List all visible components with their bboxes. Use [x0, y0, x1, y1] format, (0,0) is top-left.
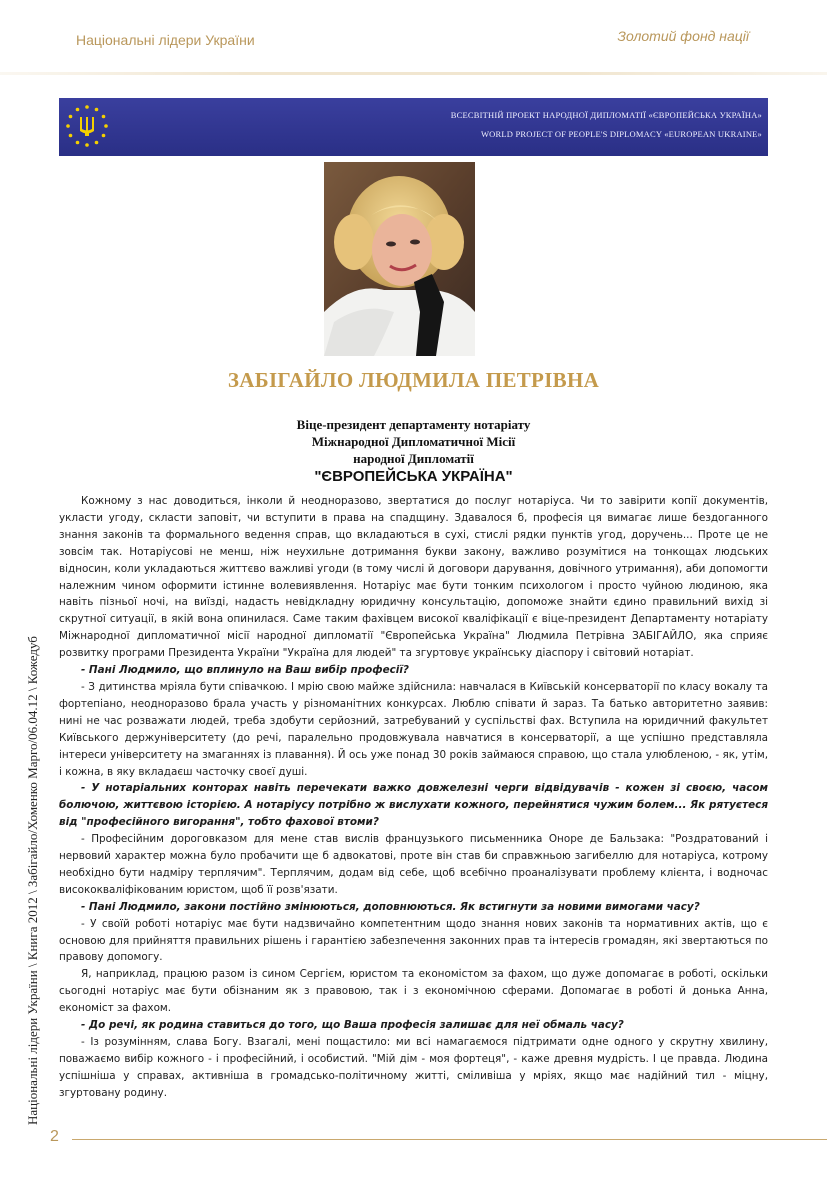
intro-paragraph: Кожному з нас доводиться, інколи й неодноразово, звертатися до послуг нотаріуса. Чи то завірити копії документів, укласти угоду, скласти заповіт, чи вступити в права на спадщину. Здавалося б, професія ця вимагає лише бездоганного знання законів та формального ведення справ, що вкладаються в сухі, стислі рядки пунктів угод, доручень... Проте це не зовсім так. Нотаріусові не менш, ніж неухильне дотримання букви закону, важливо розумітися на тонкощах людських відносин, коли укладаються життєво важливі угоди (в тому числі й договори дарування, довічного утримання), аби допомогти належним чином оформити істинне волевиявлення. Нотаріус має бути тонким психологом і просто чуйною людиною, яка навіть пізньої ночі, на виїзді, надасть невідкладну юридичну консультацію, допоможе знайти єдино правильний вихід зі скрутної ситуації, в якій вона опинилася. Саме таким фахівцем високої кваліфікації є віце-президент Департаменту нотаріату Міжнародної дипломатичної місії народної дипломатії "Європейська Україна" Людмила Петрівна ЗАБІГАЙЛО, яка сприяє розвитку програми Президента України "Україна для людей" та згуртовує українську діаспору і світовий нотаріат. [59, 495, 768, 660]
interview-question: - Пані Людмило, що вплинуло на Ваш вибір професії? [81, 664, 409, 677]
position-line-4: "ЄВРОПЕЙСЬКА УКРАЇНА" [314, 468, 513, 485]
person-position [0, 416, 827, 486]
banner-title-en: WORLD PROJECT OF PEOPLE'S DIPLOMACY «EUROPEAN UKRAINE» [480, 129, 762, 139]
project-banner [59, 98, 768, 156]
page-number: 2 [50, 1128, 59, 1145]
interview-question: - У нотаріальних конторах навіть перечекати важко довжелезні черги відвідувачів - кожен зі своєю, часом болючою, життєвою історією. А нотаріусу потрібно ж вислухати кожного, перейнятися чужим болем... Як рятуєтеся від "професійного вигорання", тобто фахової втоми? [59, 782, 768, 829]
interview-answer: - З дитинства мріяла бути співачкою. І мрію свою майже здійснила: навчалася в Київській консерваторії по класу вокалу та фортепіано, неодноразово брала участь у різноманітних конкурсах. Люблю співати й зараз. Та батько авторитетно заявив: нині не час розважати людей, треба здобути серйозний, затребуваний у суспільстві фах. Вступила на юридичний факультет Київського держуніверситету (до речі, паралельно продовжувала навчатися в консерваторії, а ще успішно представляла інтереси університету на змаганнях із плавання). Й ось уже понад 30 років займаюся справою, що стала улюбленою, - як, утім, і кожна, в яку вкладаєш часточку своєї душі. [59, 680, 768, 778]
position-line-1: Віце-президент департаменту нотаріату [296, 417, 531, 432]
eu-stars-trident-icon [63, 102, 111, 152]
interview-answer: Я, наприклад, працюю разом із сином Сергієм, юристом та економістом за фахом, що дуже допомагає в роботі, оскільки сьогодні нотаріус має бути обізнаним як з правовою, так і з економічною сферами. Допомагає в роботі й донька Анна, економіст за фахом. [59, 968, 768, 1015]
running-header-left: Національні лідери України [76, 32, 255, 48]
header-divider [0, 72, 827, 75]
interview-question: - До речі, як родина ставиться до того, що Ваша професія залишає для неї обмаль часу? [81, 1019, 624, 1032]
person-name: ЗАБІГАЙЛО ЛЮДМИЛА ПЕТРІВНА [227, 368, 600, 392]
position-line-3: народної Дипломатії [353, 451, 474, 466]
footer-divider [72, 1139, 827, 1140]
interview-answer: - Із розумінням, слава Богу. Взагалі, мені пощастило: ми всі намагаємося підтримати одне одного у скрутну хвилину, поважаємо вибір кожного - і професійний, і особистий. "Мій дім - моя фортеця", - каже древня мудрість. І це правда. Людина успішніша у справах, активніша в громадсько-політичному житті, сміливіша у мріях, якщо має надійний тил - міцну, згуртовану родину. [59, 1036, 768, 1099]
interview-answer: - Професійним дороговказом для мене став вислів французького письменника Оноре де Бальзака: "Роздратований і нервовий характер можна було пробачити ще б адвокатові, проте він став би справжньою загибеллю для нотаріуса, котрому необхідно бути надміру терплячим". Терплячим, додам від себе, щоб всебічно проаналізувати проблему клієнта, і водночас висококваліфікованим юристом, щоб її розв'язати. [59, 833, 768, 896]
position-line-2: Міжнародної Дипломатичної Місії [311, 434, 516, 449]
side-margin-label: Національні лідери України \ Книга 2012 \ Забігайло/Хоменко Марго/06.04.12 \ Кожедуб [25, 636, 40, 1125]
portrait-photo [324, 162, 475, 356]
article-body [59, 493, 768, 1102]
banner-title-ua: ВСЕСВІТНІЙ ПРОЕКТ НАРОДНОЇ ДИПЛОМАТІЇ «ЄВРОПЕЙСЬКА УКРАЇНА» [450, 110, 762, 120]
interview-answer: - У своїй роботі нотаріус має бути надзвичайно компетентним щодо знання нових законів та нормативних актів, що є основою для прийняття правильних рішень і гарантією забезпечення законних прав та інтересів громадян, які звертаються по правову допомогу. [59, 917, 768, 964]
interview-question: - Пані Людмило, закони постійно змінюються, доповнюються. Як встигнути за новими вимогами часу? [81, 900, 700, 913]
running-header-right: Золотий фонд нації [617, 28, 749, 44]
